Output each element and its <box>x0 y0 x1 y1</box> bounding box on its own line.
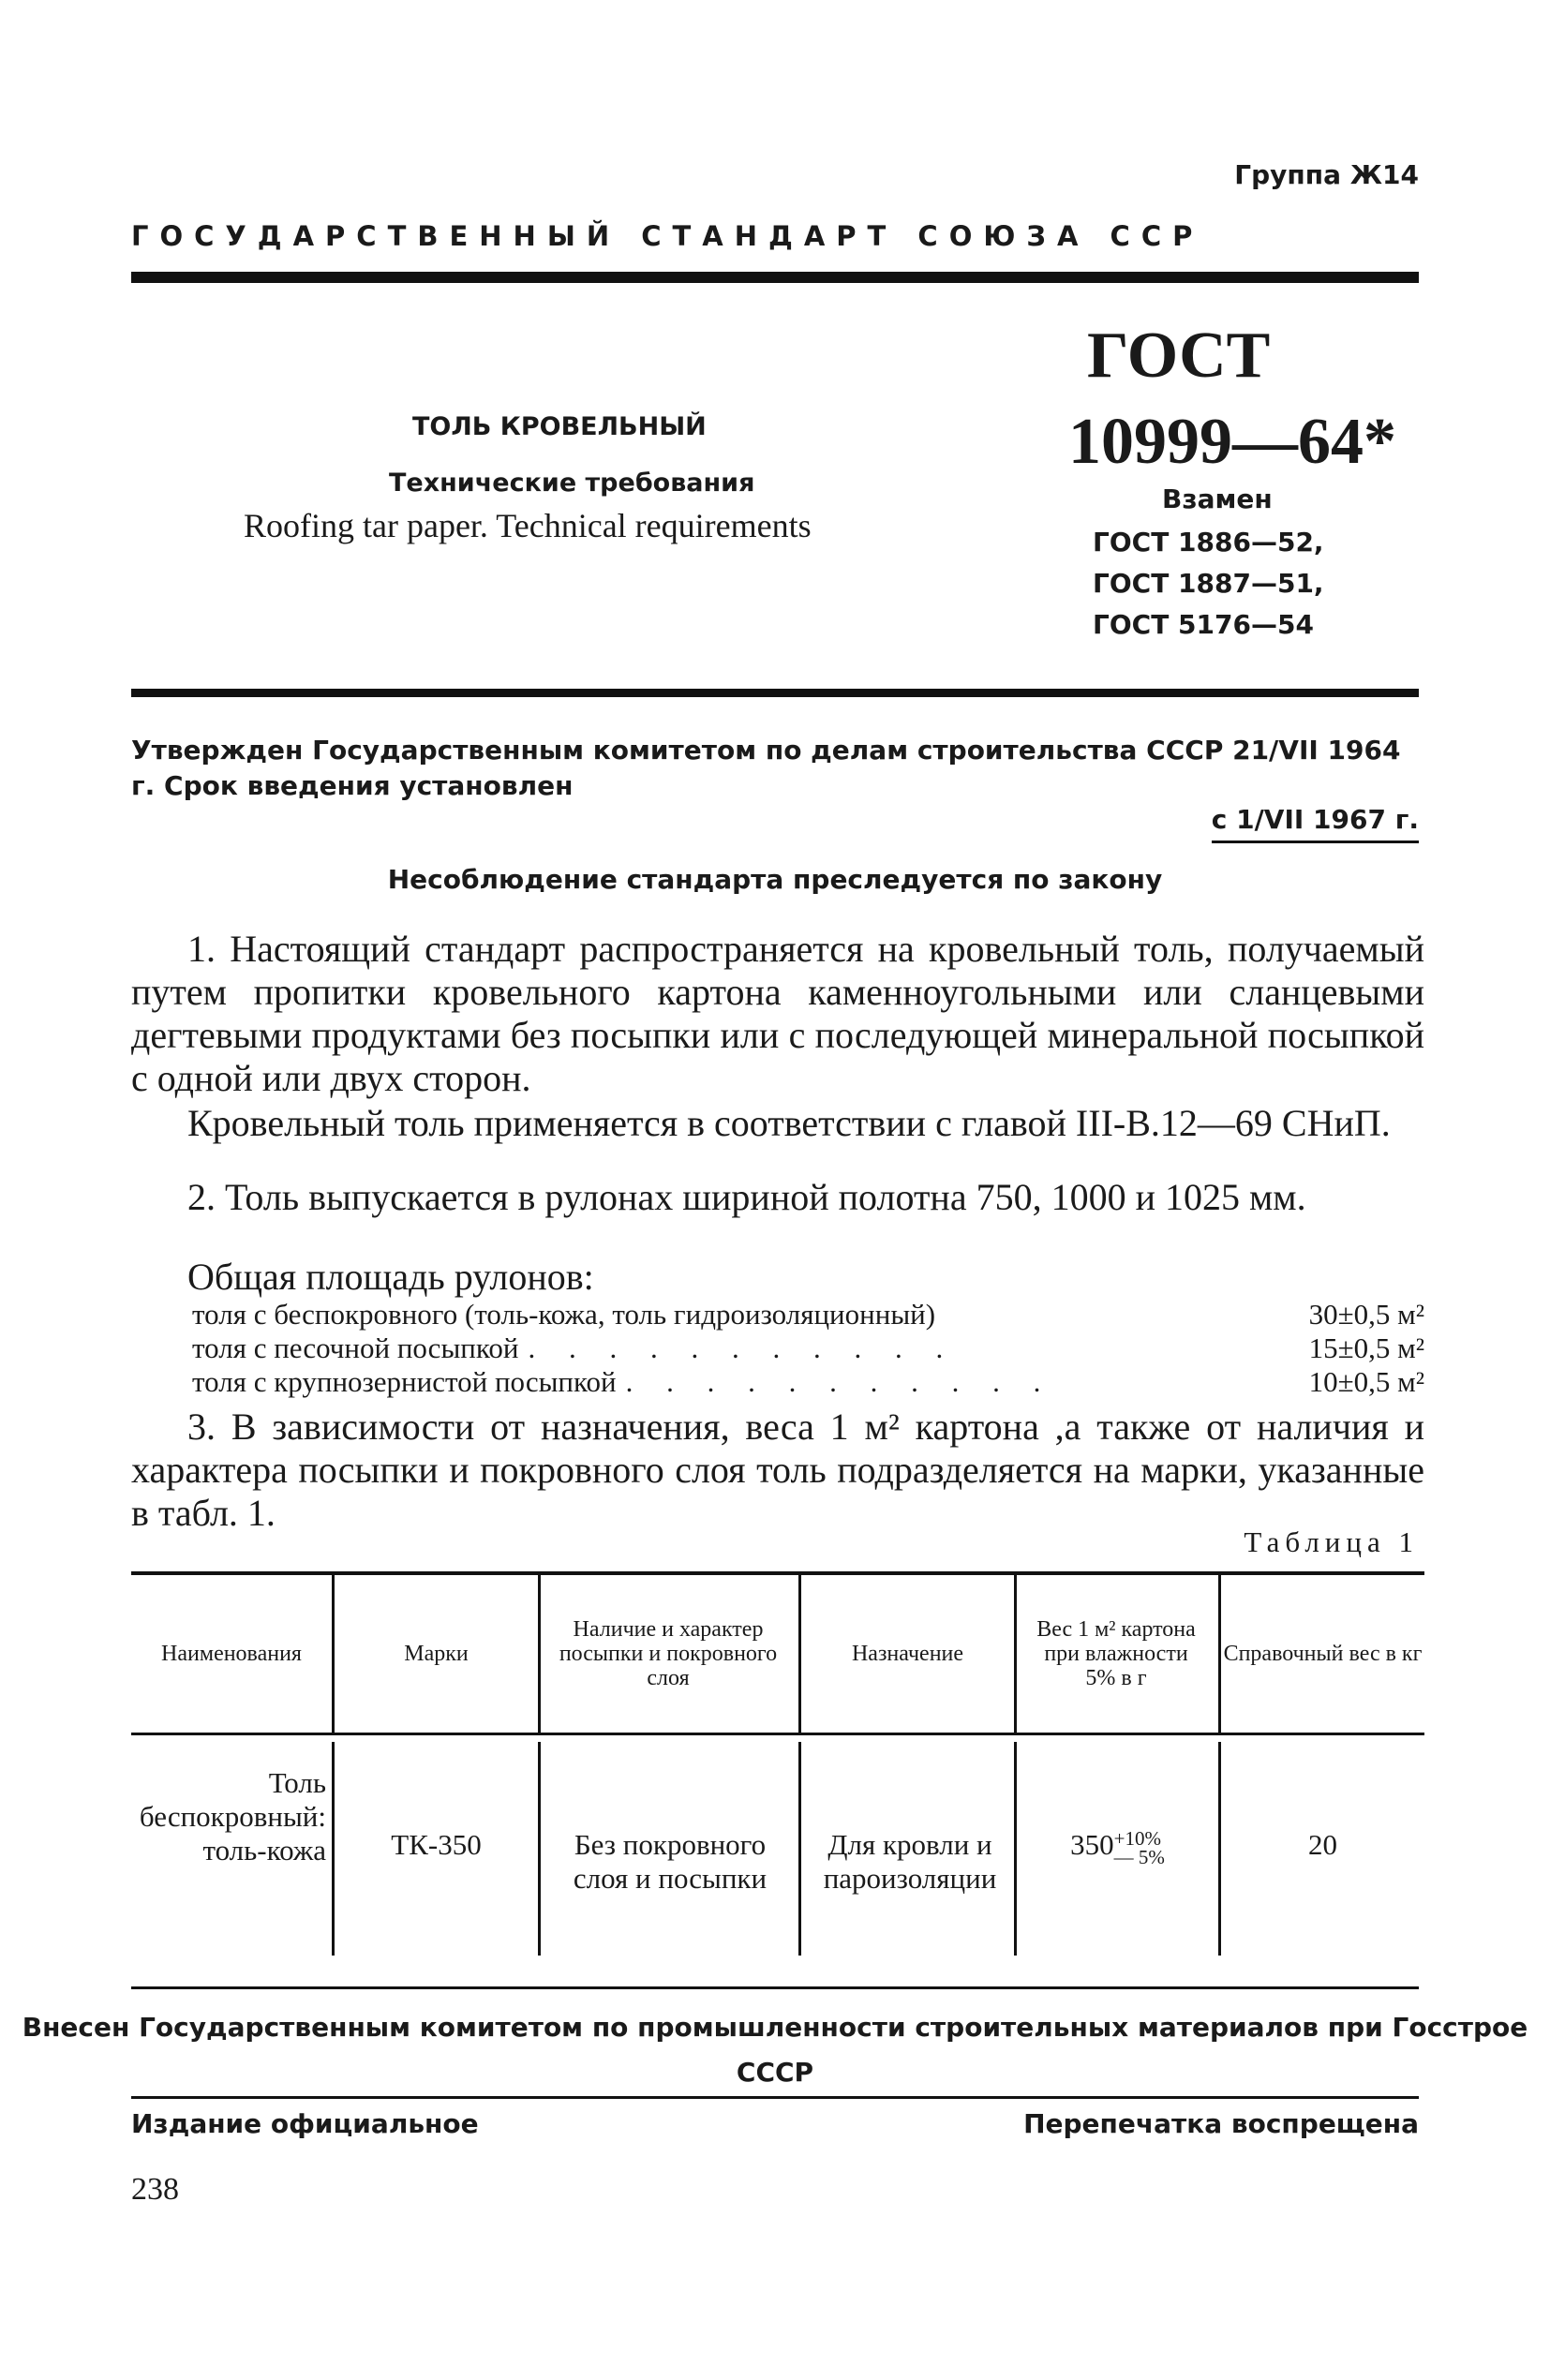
clause-2: 2. Толь выпускается в рулонах шириной полотна 750, 1000 и 1025 мм. <box>187 1176 1306 1218</box>
document-english-title: Roofing tar paper. Technical requirements <box>244 507 812 544</box>
replaces-label: Взамен <box>1162 483 1273 514</box>
state-standard-heading: ГОСУДАРСТВЕННЫЙ СТАНДАРТ СОЮЗА ССР <box>131 220 1204 252</box>
group-code: Группа Ж14 <box>1234 159 1419 190</box>
column-header: Вес 1 м² картона при влажности 5% в г <box>1036 1617 1196 1690</box>
column-divider <box>1014 1571 1017 1733</box>
header-rule <box>131 272 1419 283</box>
column-divider <box>798 1742 801 1956</box>
area-value: 10±0,5 м² <box>1308 1365 1424 1398</box>
clause-1-reference: Кровельный толь применяется в соответствии с главой III-В.12—69 СНиП. <box>187 1102 1391 1144</box>
reprint-note: Перепечатка воспрещена <box>1023 2108 1419 2139</box>
footer-rule <box>131 1986 1419 1989</box>
leader-dots: . . . . . . . . . . . <box>625 1365 1054 1398</box>
introduced-by: Внесен Государственным комитетом по промышленности строительных материалов при Госстрое СССР <box>22 2012 1528 2088</box>
gost-number: 10999—64* <box>1068 406 1396 478</box>
table-cell-purpose: Для кровли и пароизоляции <box>823 1828 997 1895</box>
area-value: 30±0,5 м² <box>1308 1298 1424 1331</box>
title-block-rule <box>131 689 1419 697</box>
area-label: толя с крупнозернистой посыпкой <box>192 1365 617 1398</box>
table-header-rule <box>131 1733 1424 1735</box>
area-label: толя с беспокровного (толь-кожа, толь гидроизоляционный) <box>192 1298 936 1331</box>
column-header: Справочный вес в кг <box>1223 1642 1423 1666</box>
weight-tolerance <box>1113 1826 1165 1868</box>
column-header: Марки <box>404 1642 469 1666</box>
list-item <box>192 1331 1424 1365</box>
list-item <box>192 1298 1424 1331</box>
area-value: 15±0,5 м² <box>1308 1331 1424 1364</box>
footer-rule <box>131 2096 1419 2099</box>
table-cell-ref-weight: 20 <box>1308 1828 1337 1861</box>
table-cell-name: Толь беспокровный: толь-кожа <box>139 1766 326 1867</box>
column-divider <box>538 1571 541 1733</box>
list-item <box>192 1365 1424 1399</box>
table-cell-weight <box>1017 1828 1218 1867</box>
document-subtitle: Технические требования <box>389 469 755 498</box>
weight-base: 350 <box>1070 1828 1114 1861</box>
replaced-standard: ГОСТ 1887—51, <box>1093 568 1324 599</box>
clause-3: 3. В зависимости от назначения, веса 1 м² картона ,а также от наличия и характера посыпки и покровного слоя толь подразделяется на марки, указанные в табл. 1. <box>131 1406 1424 1534</box>
page-number: 238 <box>131 2172 179 2207</box>
column-header: Наличие и характер посыпки и покровного слоя <box>559 1617 778 1690</box>
replaced-standard: ГОСТ 1886—52, <box>1093 527 1324 558</box>
column-header: Назначение <box>851 1642 964 1666</box>
roll-area-heading: Общая площадь рулонов: <box>187 1256 594 1298</box>
document-name: ТОЛЬ КРОВЕЛЬНЫЙ <box>412 412 707 441</box>
column-divider <box>538 1742 541 1956</box>
edition-note: Издание официальное <box>131 2108 479 2139</box>
law-notice: Несоблюдение стандарта преследуется по закону <box>387 864 1163 895</box>
clause-1: 1. Настоящий стандарт распространяется на кровельный толь, получаемый путем пропитки кровельного картона каменноугольными или сланцевыми дегтевыми продуктами без посыпки или с последующей минеральной посыпкой с одной или двух сторон. <box>131 928 1424 1099</box>
roll-area-list <box>192 1298 1424 1399</box>
table-cell-mark: ТК-350 <box>391 1828 482 1861</box>
approval-text: Утвержден Государственным комитетом по делам строительства СССР 21/VII 1964 г. Срок введения установлен <box>131 735 1401 801</box>
area-label: толя с песочной посыпкой <box>192 1331 519 1364</box>
tolerance-minus: — 5% <box>1113 1845 1165 1868</box>
replaced-standard: ГОСТ 5176—54 <box>1093 609 1314 640</box>
table-cell-layer: Без покровного слоя и посыпки <box>573 1828 768 1895</box>
gost-label: ГОСТ <box>1087 320 1271 392</box>
table-caption: Таблица 1 <box>1244 1525 1419 1558</box>
tolerance-plus: +10% <box>1113 1826 1161 1850</box>
leader-dots: . . . . . . . . . . . <box>528 1331 957 1364</box>
column-header: Наименования <box>161 1642 302 1666</box>
effective-date: с 1/VII 1967 г. <box>1212 804 1419 843</box>
